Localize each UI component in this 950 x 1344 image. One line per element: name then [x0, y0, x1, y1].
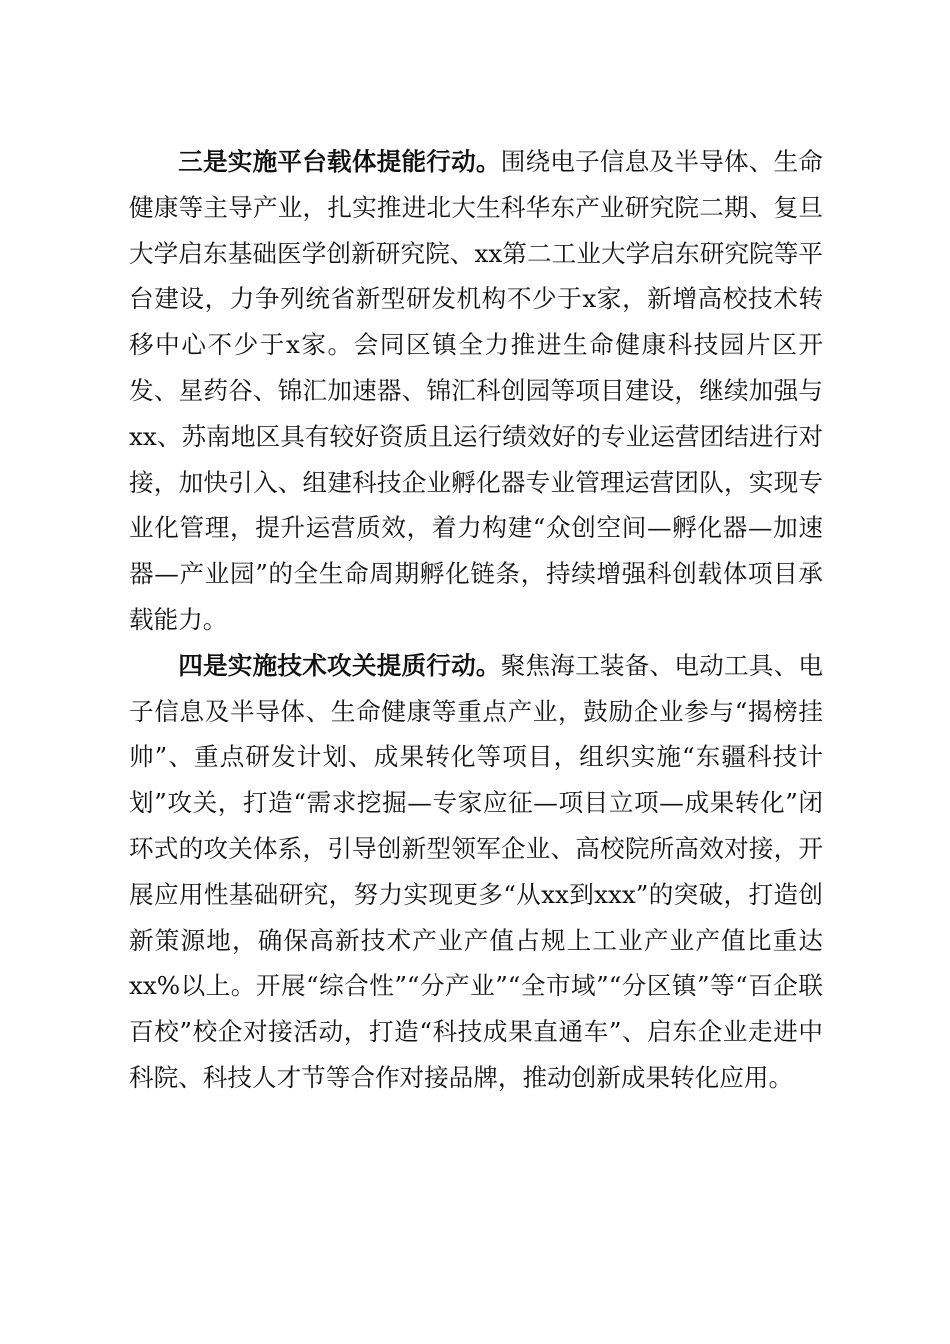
paragraph-tech-breakthrough [129, 643, 823, 1101]
document-body [129, 139, 823, 1101]
paragraph-text: 聚焦海工装备、电动工具、电子信息及半导体、生命健康等重点产业，鼓励企业参与“揭榜挂帅”、重点研发计划、成果转化等项目，组织实施“东疆科技计划”攻关，打造“需求挖掘—专家应征—项目立项—成果转化”闭环式的攻关体系，引导创新型领军企业、高校院所高效对接，开展应用性基础研究，努力实现更多“从xx到xxx”的突破，打造创新策源地，确保高新技术产业产值占规上工业产业产值比重达xx%以上。开展“综合性”“分产业”“全市域”“分区镇”等“百企联百校”校企对接活动，打造“科技成果直通车”、启东企业走进中科院、科技人才节等合作对接品牌，推动创新成果转化应用。 [129, 650, 823, 1092]
paragraph-heading: 三是实施平台载体提能行动。 [178, 147, 501, 176]
paragraph-platform-carrier [129, 139, 823, 643]
paragraph-text: 围绕电子信息及半导体、生命健康等主导产业，扎实推进北大生科华东产业研究院二期、复旦大学启东基础医学创新研究院、xx第二工业大学启东研究院等平台建设，力争列统省新型研发机构不少于x家，新增高校技术转移中心不少于x家。会同区镇全力推进生命健康科技园片区开发、星药谷、锦汇加速器、锦汇科创园等项目建设，继续加强与xx、苏南地区具有较好资质且运行绩效好的专业运营团结进行对接，加快引入、组建科技企业孵化器专业管理运营团队，实现专业化管理，提升运营质效，着力构建“众创空间—孵化器—加速器—产业园”的全生命周期孵化链条，持续增强科创载体项目承载能力。 [129, 147, 823, 634]
paragraph-heading: 四是实施技术攻关提质行动。 [178, 650, 501, 680]
